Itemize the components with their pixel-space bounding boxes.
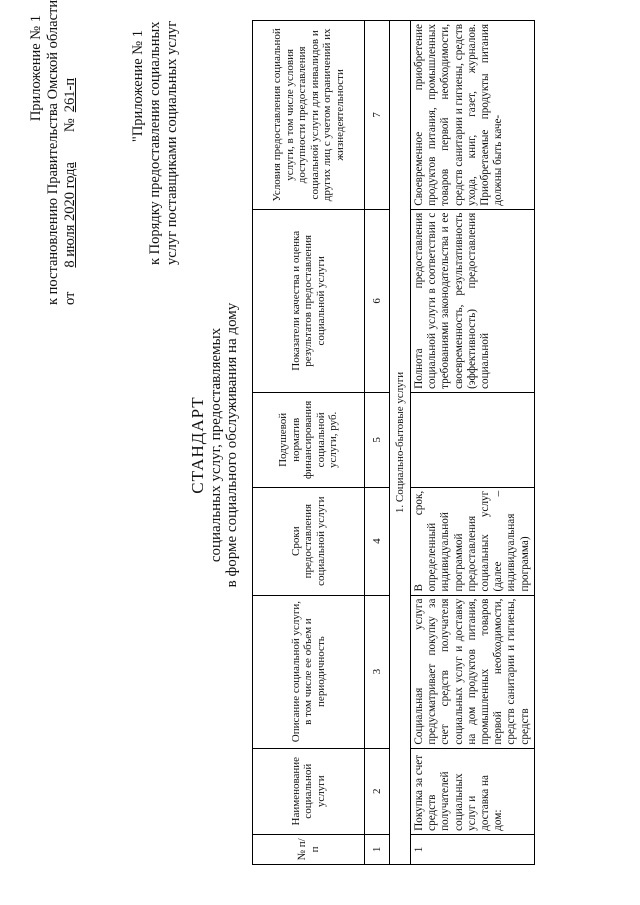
col-number: 7 bbox=[365, 21, 390, 210]
col-number: 1 bbox=[365, 834, 390, 864]
column-number-row bbox=[365, 21, 390, 865]
appendix-header-order bbox=[130, 0, 181, 265]
col-number: 2 bbox=[365, 748, 390, 834]
col-number: 4 bbox=[365, 487, 390, 595]
header-term: Сроки предоставления социальной услуги bbox=[253, 487, 365, 595]
row-number: 1 bbox=[411, 834, 535, 864]
date-prefix: от bbox=[62, 291, 78, 305]
service-term: В срок, определенный индивидуальной программой предоставления социальных услуг (далее – индивидуальная программа) bbox=[411, 487, 535, 595]
document-title: СТАНДАРТ bbox=[188, 396, 207, 494]
header-num: № п/п bbox=[253, 834, 365, 864]
decree-date-line bbox=[62, 15, 79, 305]
service-name: Покупка за счет средств получателей социальных услуг и доставка на дом: bbox=[411, 748, 535, 834]
decree-reference: к постановлению Правительства Омской области bbox=[45, 0, 61, 305]
service-description: Социальная услуга предусматривает покупку за счет средств получателя социальных услуг и доставку на дом продуктов питания, промышленных товаров первой необходимости, средств санитарии и гигиены, средств bbox=[411, 595, 535, 748]
table-row bbox=[411, 21, 535, 865]
header-conditions: Условия предоставления социальной услуги, в том числе условия доступности предоставления социальной услуги для инвалидов и других лиц с учетом ограничений их жизнедеятельности bbox=[253, 21, 365, 210]
section-row bbox=[390, 21, 411, 865]
decree-number: 261-п bbox=[62, 77, 78, 113]
standard-table bbox=[252, 20, 535, 865]
header-quality: Показатели качества и оценка результатов предоставления социальной услуги bbox=[253, 209, 365, 392]
order-reference-line2: услуг поставщиками социальных услуг bbox=[164, 20, 180, 265]
table-header-row bbox=[253, 21, 365, 865]
col-number: 6 bbox=[365, 209, 390, 392]
header-name: Наименование социальной услуги bbox=[253, 748, 365, 834]
decree-date: 8 июля 2020 года bbox=[62, 162, 78, 268]
appendix-number: Приложение № 1 bbox=[28, 15, 44, 122]
appendix-header-decree bbox=[28, 0, 79, 305]
title-block bbox=[190, 245, 240, 645]
document-subtitle-2: в форме социального обслуживания на дому bbox=[224, 302, 240, 588]
num-prefix: № bbox=[62, 118, 78, 133]
service-norm bbox=[411, 392, 535, 487]
service-quality: Полнота предоставления социальной услуги в соответствии с требованиями законодательства и ее своевременность, результативность (эффективность) предоставления социальной bbox=[411, 209, 535, 392]
header-description: Описание социальной услуги, в том числе ее объем и периодичность bbox=[253, 595, 365, 748]
col-number: 5 bbox=[365, 392, 390, 487]
service-conditions: Своевременное приобретение продуктов питания, промышленных товаров первой необходимости, средств санитарии и гигиены, средств ухода, книг, газет, журналов. Приобретаемые продукты питания должны быть каче- bbox=[411, 21, 535, 210]
document-subtitle-1: социальных услуг, предоставляемых bbox=[208, 327, 224, 563]
order-appendix-number: "Приложение № 1 bbox=[130, 30, 146, 143]
header-norm: Подушевой норматив финансирования социальной услуги, руб. bbox=[253, 392, 365, 487]
order-reference-line1: к Порядку предоставления социальных bbox=[147, 21, 163, 265]
col-number: 3 bbox=[365, 595, 390, 748]
section-title: 1. Социально-бытовые услуги bbox=[390, 21, 411, 865]
